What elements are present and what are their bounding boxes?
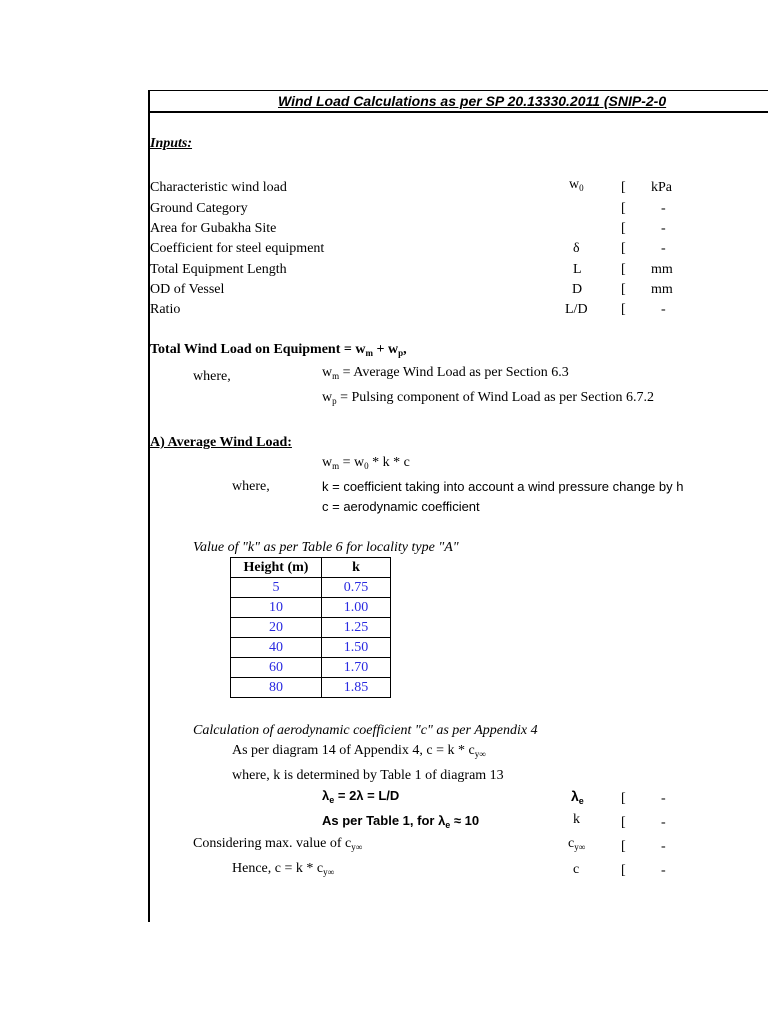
input-label-wind-load: Characteristic wind load: [150, 180, 287, 195]
input-bracket: [: [621, 241, 626, 256]
input-label-coefficient: Coefficient for steel equipment: [150, 241, 325, 256]
height-cell: 5: [231, 578, 322, 598]
k-cell: 1.00: [322, 598, 391, 618]
table-row: [231, 658, 391, 678]
table-row: [231, 638, 391, 658]
aero-line1: As per diagram 14 of Appendix 4, $c = k * c_{y\infty}$: [232, 743, 486, 759]
input-unit: mm: [651, 262, 673, 277]
input-bracket: [: [621, 815, 626, 830]
input-unit: -: [661, 201, 666, 216]
input-unit: -: [661, 302, 666, 317]
input-unit: -: [661, 241, 666, 256]
height-cell: 40: [231, 638, 322, 658]
total-wind-load-heading: Total Wind Load on Equipment = $w_m + w_p$,: [150, 342, 407, 358]
table-row: [231, 578, 391, 598]
inputs-heading: Inputs:: [150, 136, 193, 151]
wp-definition: $w_p = Pulsing$ component of Wind Load as per Section 6.7.2: [322, 390, 654, 406]
input-bracket: [: [621, 839, 626, 854]
height-cell: 80: [231, 678, 322, 698]
height-cell: 20: [231, 618, 322, 638]
height-cell: 10: [231, 598, 322, 618]
input-bracket: [: [621, 863, 626, 878]
aero-line2: where, k is determined by Table 1 of diagram 13: [232, 768, 504, 783]
input-unit: -: [661, 815, 666, 830]
where-label: where,: [232, 479, 270, 494]
max-value-line: Considering max. value of $c_{y\infty}$: [193, 836, 363, 852]
input-symbol-ld: L/D: [565, 302, 588, 317]
k-cell: 1.50: [322, 638, 391, 658]
table1-symbol: k: [573, 812, 580, 827]
hence-symbol: c: [573, 862, 580, 877]
input-bracket: [: [621, 180, 626, 195]
input-bracket: [: [621, 201, 626, 216]
lambda-symbol: $\lambda_e$: [571, 788, 584, 806]
where-label: where,: [193, 369, 231, 384]
max-symbol: $c_{y\infty}$: [568, 836, 586, 852]
input-label-ratio: Ratio: [150, 302, 181, 317]
input-bracket: [: [621, 302, 626, 317]
aero-heading: Calculation of aerodynamic coefficient "c" as per Appendix 4: [193, 723, 538, 738]
input-unit: mm: [651, 282, 673, 297]
input-label-ground-category: Ground Category: [150, 201, 248, 216]
lambda-formula: $\lambda_e = 2\lambda = L/D$: [322, 788, 400, 805]
k-cell: 0.75: [322, 578, 391, 598]
sheet-top-border: [148, 90, 768, 91]
input-unit: -: [661, 839, 666, 854]
k-cell: 1.70: [322, 658, 391, 678]
input-bracket: [: [621, 282, 626, 297]
height-header: Height (m): [231, 558, 322, 578]
input-symbol-d: D: [572, 282, 583, 297]
page-title: Wind Load Calculations as per SP 20.13330.2011 (SNIP-2-0: [278, 93, 667, 109]
input-unit: kPa: [651, 180, 672, 195]
k-definition: k = coefficient taking into account a wind pressure change by h: [322, 479, 684, 494]
hence-line: Hence, $c = k * c_{y\infty}$: [232, 861, 334, 877]
input-label-length: Total Equipment Length: [150, 262, 287, 277]
input-label-od: OD of Vessel: [150, 282, 225, 297]
table-row: [231, 678, 391, 698]
wm-definition: $w_m$ = Average Wind Load as per Section 6.3: [322, 365, 569, 381]
input-unit: -: [661, 791, 666, 806]
input-bracket: [: [621, 221, 626, 236]
k-table-caption: Value of "k" as per Table 6 for locality type "A": [193, 540, 459, 555]
input-bracket: [: [621, 262, 626, 277]
c-definition: c = aerodynamic coefficient: [322, 499, 480, 514]
k-cell: 1.85: [322, 678, 391, 698]
input-bracket: [: [621, 791, 626, 806]
average-wind-load-heading: A) Average Wind Load:: [150, 435, 292, 450]
input-unit: -: [661, 863, 666, 878]
title-underline-border: [148, 111, 768, 113]
k-cell: 1.25: [322, 618, 391, 638]
k-table: [230, 557, 391, 698]
table-row: [231, 618, 391, 638]
height-cell: 60: [231, 658, 322, 678]
input-symbol-w0: $w_0$: [569, 177, 584, 193]
input-symbol-l: L: [573, 262, 582, 277]
table-row: [231, 598, 391, 618]
table-header-row: [231, 558, 391, 578]
input-symbol-delta: δ: [573, 241, 580, 256]
average-formula: $w_m = w_0 * k * c$: [322, 455, 410, 471]
table1-formula: As per Table 1, for $\lambda_e \approx 10$: [322, 813, 480, 830]
k-header: k: [322, 558, 391, 578]
input-unit: -: [661, 221, 666, 236]
input-label-area: Area for Gubakha Site: [150, 221, 277, 236]
